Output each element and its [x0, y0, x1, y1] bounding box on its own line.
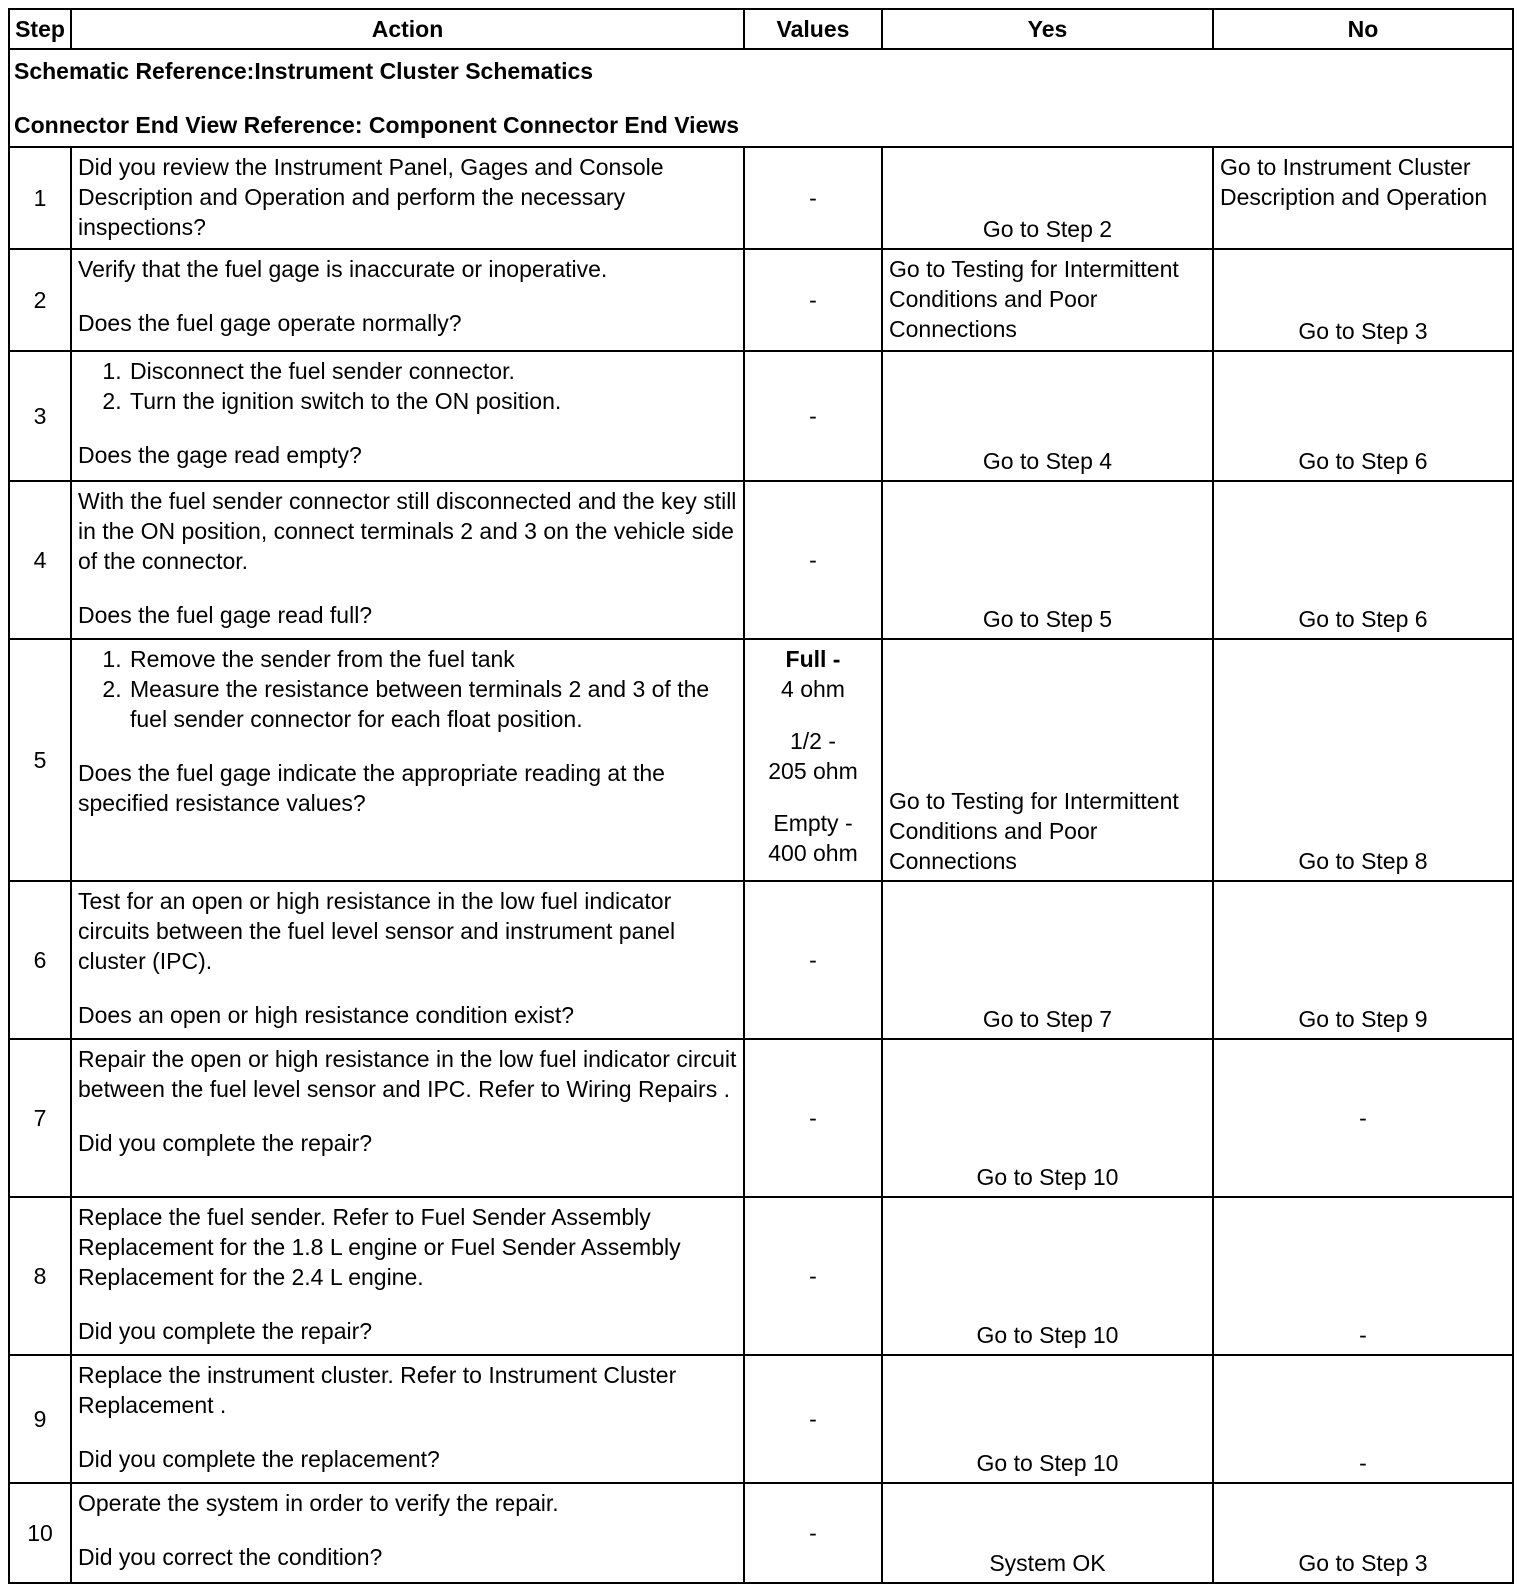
value-label: 1/2 -	[789, 728, 837, 754]
action-cell	[71, 1039, 744, 1197]
step-number: 4	[9, 481, 71, 639]
header-yes: Yes	[882, 9, 1213, 49]
action-steps-list	[78, 644, 737, 734]
values-cell: -	[744, 881, 882, 1039]
action-text: Replace the instrument cluster. Refer to Instrument Cluster Replacement .	[78, 1362, 677, 1418]
no-cell: -	[1213, 1197, 1513, 1355]
table-row	[9, 1483, 1513, 1583]
values-cell: -	[744, 249, 882, 351]
action-cell	[71, 1483, 744, 1583]
action-question: Did you complete the repair?	[78, 1130, 373, 1156]
values-cell: -	[744, 147, 882, 249]
action-cell	[71, 481, 744, 639]
action-question: Does an open or high resistance condition exist?	[78, 1002, 575, 1028]
diagnostic-table	[8, 8, 1514, 1584]
action-cell	[71, 881, 744, 1039]
header-values: Values	[744, 9, 882, 49]
yes-cell: Go to Testing for Intermittent Conditions and Poor Connections	[882, 639, 1213, 881]
list-item: 1. Disconnect the fuel sender connector.	[128, 356, 737, 386]
reference-cell	[9, 49, 1513, 147]
table-row	[9, 1197, 1513, 1355]
yes-cell: Go to Step 10	[882, 1197, 1213, 1355]
step-number: 2	[9, 249, 71, 351]
values-cell: -	[744, 351, 882, 481]
table-row	[9, 147, 1513, 249]
action-text: Replace the fuel sender. Refer to Fuel Sender Assembly Replacement for the 1.8 L engine or Fuel Sender Assembly Replacement for the 2.4 L engine.	[78, 1204, 681, 1290]
header-action: Action	[71, 9, 744, 49]
no-cell: Go to Instrument Cluster Description and Operation	[1213, 147, 1513, 249]
action-steps-list	[78, 356, 737, 416]
action-text: Repair the open or high resistance in the low fuel indicator circuit between the fuel level sensor and IPC. Refer to Wiring Repairs .	[78, 1046, 737, 1102]
action-text: Did you review the Instrument Panel, Gages and Console Description and Operation and perform the necessary inspections?	[78, 154, 664, 240]
action-text: Operate the system in order to verify the repair.	[78, 1490, 559, 1516]
step-number: 3	[9, 351, 71, 481]
list-item: 1. Remove the sender from the fuel tank	[128, 644, 737, 674]
action-cell	[71, 147, 744, 249]
yes-cell: Go to Testing for Intermittent Conditions and Poor Connections	[882, 249, 1213, 351]
action-question: Did you correct the condition?	[78, 1544, 383, 1570]
step-number: 10	[9, 1483, 71, 1583]
header-row	[9, 9, 1513, 49]
value-label: Empty -	[773, 810, 853, 836]
table-row	[9, 1039, 1513, 1197]
yes-cell: Go to Step 5	[882, 481, 1213, 639]
action-text: With the fuel sender connector still disconnected and the key still in the ON position, connect terminals 2 and 3 on the vehicle side of the connector.	[78, 488, 737, 574]
no-cell: Go to Step 3	[1213, 1483, 1513, 1583]
values-cell: -	[744, 1483, 882, 1583]
diagnostic-table-sheet	[8, 8, 1512, 1576]
values-cell: -	[744, 1355, 882, 1483]
step-number: 8	[9, 1197, 71, 1355]
yes-cell: Go to Step 10	[882, 1039, 1213, 1197]
connector-reference: Connector End View Reference: Component Connector End Views	[14, 112, 740, 138]
yes-cell: Go to Step 4	[882, 351, 1213, 481]
action-text: Verify that the fuel gage is inaccurate or inoperative.	[78, 256, 608, 282]
yes-cell: System OK	[882, 1483, 1213, 1583]
action-question: Does the fuel gage operate normally?	[78, 310, 462, 336]
action-question: Does the fuel gage indicate the appropriate reading at the specified resistance values?	[78, 760, 665, 816]
list-item: 2. Measure the resistance between terminals 2 and 3 of the fuel sender connector for each float position.	[128, 674, 737, 734]
table-row	[9, 481, 1513, 639]
values-cell: -	[744, 1197, 882, 1355]
yes-cell: Go to Step 10	[882, 1355, 1213, 1483]
yes-cell: Go to Step 2	[882, 147, 1213, 249]
action-question: Does the gage read empty?	[78, 442, 362, 468]
action-cell	[71, 351, 744, 481]
list-item: 2. Turn the ignition switch to the ON position.	[128, 386, 737, 416]
action-cell	[71, 639, 744, 881]
table-row	[9, 249, 1513, 351]
value-label: Full -	[785, 646, 841, 672]
values-cell: -	[744, 481, 882, 639]
action-question: Did you complete the replacement?	[78, 1446, 440, 1472]
yes-cell: Go to Step 7	[882, 881, 1213, 1039]
step-number: 6	[9, 881, 71, 1039]
no-cell: Go to Step 8	[1213, 639, 1513, 881]
value-amount: 400 ohm	[768, 840, 858, 866]
table-row	[9, 351, 1513, 481]
no-cell: -	[1213, 1355, 1513, 1483]
action-cell	[71, 1197, 744, 1355]
value-full	[751, 644, 875, 704]
step-number: 7	[9, 1039, 71, 1197]
table-row	[9, 639, 1513, 881]
no-cell: -	[1213, 1039, 1513, 1197]
values-cell	[744, 639, 882, 881]
no-cell: Go to Step 6	[1213, 351, 1513, 481]
value-half	[751, 726, 875, 786]
table-row	[9, 1355, 1513, 1483]
value-amount: 4 ohm	[781, 676, 845, 702]
value-empty	[751, 808, 875, 868]
action-question: Did you complete the repair?	[78, 1318, 373, 1344]
header-no: No	[1213, 9, 1513, 49]
table-row	[9, 881, 1513, 1039]
no-cell: Go to Step 3	[1213, 249, 1513, 351]
value-amount: 205 ohm	[768, 758, 858, 784]
step-number: 1	[9, 147, 71, 249]
no-cell: Go to Step 9	[1213, 881, 1513, 1039]
action-cell	[71, 1355, 744, 1483]
step-number: 5	[9, 639, 71, 881]
action-question: Does the fuel gage read full?	[78, 602, 373, 628]
action-cell	[71, 249, 744, 351]
values-cell: -	[744, 1039, 882, 1197]
action-text: Test for an open or high resistance in the low fuel indicator circuits between the fuel level sensor and instrument panel cluster (IPC).	[78, 888, 676, 974]
schematic-reference: Schematic Reference:Instrument Cluster Schematics	[14, 58, 594, 84]
step-number: 9	[9, 1355, 71, 1483]
no-cell: Go to Step 6	[1213, 481, 1513, 639]
reference-row	[9, 49, 1513, 147]
header-step: Step	[9, 9, 71, 49]
